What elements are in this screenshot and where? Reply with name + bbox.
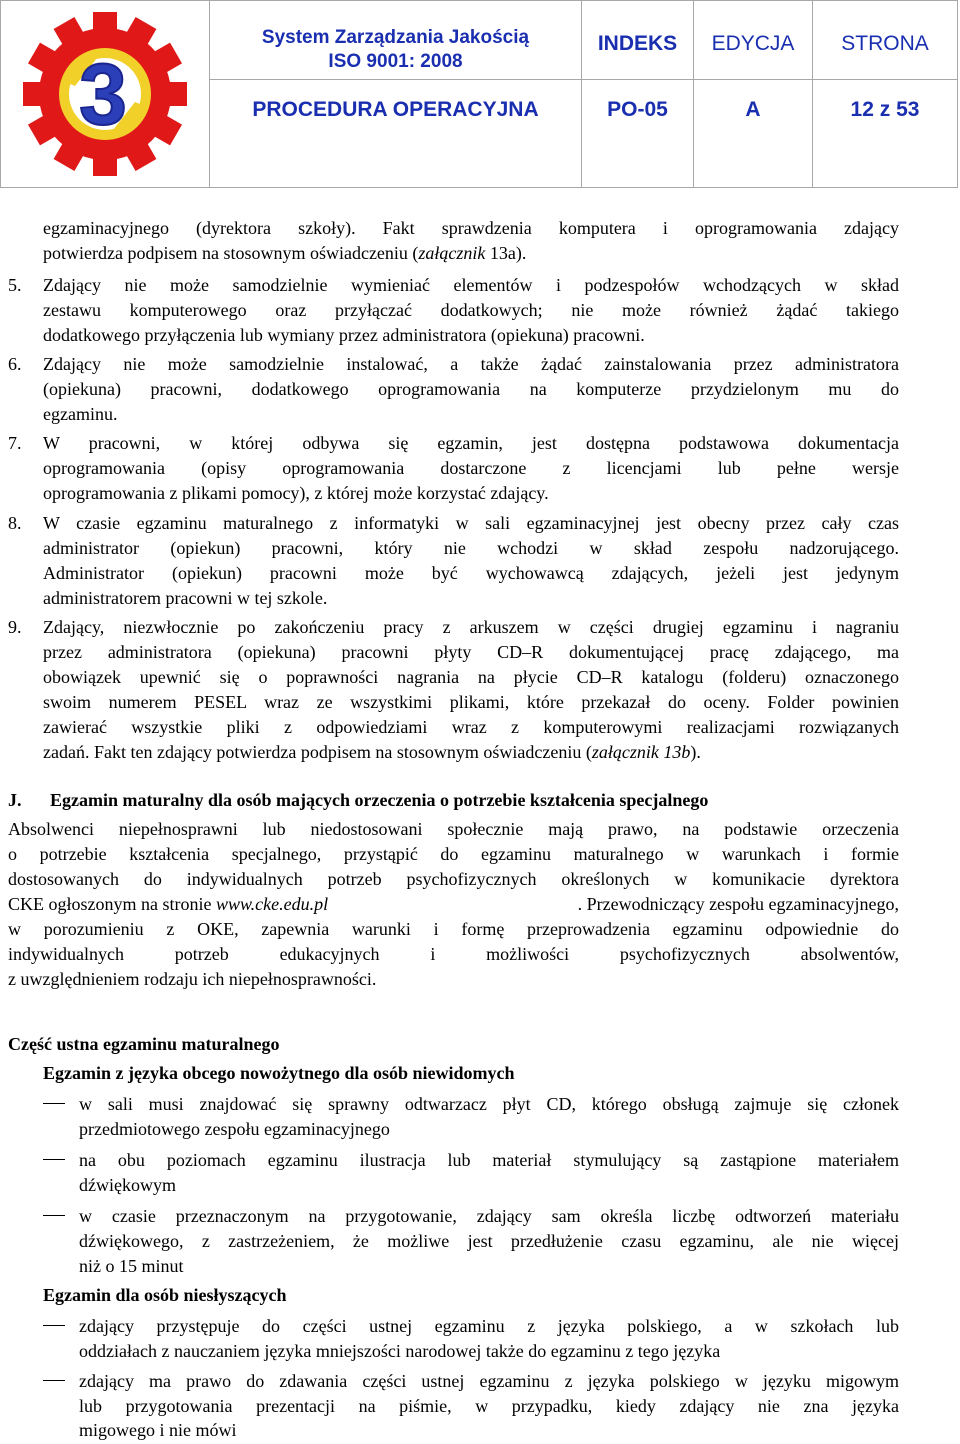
paragraph-line: zestawu komputerowego oraz przyłączać dodatkowych; nie może również żądać takiego bbox=[43, 300, 899, 320]
subsection-heading: Egzamin dla osób niesłyszących bbox=[43, 1285, 287, 1305]
paragraph-line: W pracowni, w której odbywa się egzamin, jest dostępna podstawowa dokumentacja bbox=[43, 433, 899, 453]
paragraph-line: obowiązek upewnić się o poprawności nagrania na płycie CD–R katalogu (folderu) oznaczonego bbox=[43, 667, 899, 687]
paragraph-line: dodatkowego przyłączenia lub wymiany przez administratora (opiekuna) pracowni. bbox=[43, 325, 645, 345]
paragraph-line: Zdający nie może samodzielnie instalować, a także żądać zainstalowania przez administratora bbox=[43, 354, 899, 374]
paragraph-line: Absolwenci niepełnosprawni lub niedostosowani społecznie mają prawo, na podstawie orzeczenia bbox=[8, 819, 899, 839]
paragraph-line: zawierać wszystkie pliki z odpowiedziami wraz z komputerowymi realizacjami rozwiązanych bbox=[43, 717, 899, 737]
section-title: Egzamin maturalny dla osób mających orzeczenia o potrzebie kształcenia specjalnego bbox=[50, 790, 709, 810]
edycja-value: A bbox=[745, 98, 761, 121]
dash-bullet bbox=[43, 1103, 65, 1104]
bullet-line: w sali musi znajdować się sprawny odtwarzacz płyt CD, którego obsługą zajmuje się członek bbox=[79, 1094, 899, 1114]
edycja-label: EDYCJA bbox=[711, 32, 795, 55]
bullet-line: zdający ma prawo do zdawania części ustnej egzaminu z języka polskiego w języku migowym bbox=[79, 1371, 899, 1391]
paragraph-line: w porozumieniu z OKE, zapewnia warunki i formę przeprowadzenia egzaminu odpowiednie do bbox=[8, 919, 899, 939]
system-standard: ISO 9001: 2008 bbox=[328, 51, 463, 72]
bullet-line: migowego i nie mówi bbox=[79, 1420, 237, 1440]
bullet-line: dźwiękowym bbox=[79, 1175, 176, 1195]
dash-bullet bbox=[43, 1159, 65, 1160]
paragraph-line: potwierdza podpisem na stosownym oświadczeniu (załącznik 13a). bbox=[43, 243, 527, 263]
paragraph-line: egzaminu. bbox=[43, 404, 118, 424]
paragraph-line: z uwzględnieniem rodzaju ich niepełnosprawności. bbox=[8, 969, 377, 989]
paragraph-line: Zdający nie może samodzielnie wymieniać elementów i podzespołów wchodzących w skład bbox=[43, 275, 899, 295]
logo-digit: 3 bbox=[79, 47, 127, 143]
page-number: 12 z 53 bbox=[850, 98, 920, 121]
paragraph-line: egzaminacyjnego (dyrektora szkoły). Fakt sprawdzenia komputera i oprogramowania zdający bbox=[43, 218, 899, 238]
paragraph-line: oprogramowania z plikami pomocy), z której może korzystać zdający. bbox=[43, 483, 549, 503]
indeks-value: PO-05 bbox=[607, 98, 668, 121]
bullet-line: zdający przystępuje do części ustnej egzaminu z języka polskiego, a w szkołach lub bbox=[79, 1316, 899, 1336]
indeks-label: INDEKS bbox=[597, 32, 678, 55]
paragraph-line: przez administratora (opiekuna) pracowni płyty CD–R dokumentującej pracę zdającego, ma bbox=[43, 642, 899, 662]
paragraph-line: administrator (opiekun) pracowni, który nie wchodzi w skład zespołu nadzorującego. bbox=[43, 538, 899, 558]
list-number: 8. bbox=[8, 513, 22, 533]
subsection-title: Część ustna egzaminu maturalnego bbox=[8, 1034, 280, 1054]
paragraph-line: oprogramowania (opisy oprogramowania dostarczone z licencjami lub pełne wersje bbox=[43, 458, 899, 478]
paragraph-line: swoim numerem PESEL wraz ze wszystkimi plikami, które przekazał do oceny. Folder powinien bbox=[43, 692, 899, 712]
subsection-heading: Egzamin z języka obcego nowożytnego dla osób niewidomych bbox=[43, 1063, 515, 1083]
bullet-line: niż o 15 minut bbox=[79, 1256, 184, 1276]
paragraph-line: (opiekuna) pracowni, dodatkowego oprogramowania na komputerze przydzielonym mu do bbox=[43, 379, 899, 399]
list-number: 5. bbox=[8, 275, 22, 295]
paragraph-line: zadań. Fakt ten zdający potwierdza podpisem na stosownym oświadczeniu (załącznik 13b). bbox=[43, 742, 701, 762]
bullet-line: na obu poziomach egzaminu ilustracja lub materiał stymulujący są zastąpione materiałem bbox=[79, 1150, 899, 1170]
paragraph-line: indywidualnych potrzeb edukacyjnych i możliwości psychofizycznych absolwentów, bbox=[8, 944, 899, 964]
dash-bullet bbox=[43, 1215, 65, 1216]
paragraph-line: CKE ogłoszonym na stronie www.cke.edu.pl . Przewodniczący zespołu egzaminacyjnego, bbox=[8, 894, 899, 914]
list-number: 9. bbox=[8, 617, 22, 637]
paragraph-line: dostosowanych do indywidualnych potrzeb psychofizycznych określonych w komunikacie dyrektora bbox=[8, 869, 899, 889]
dash-bullet bbox=[43, 1325, 65, 1326]
bullet-line: przedmiotowego zespołu egzaminacyjnego bbox=[79, 1119, 390, 1139]
bullet-line: oddziałach z nauczaniem języka mniejszości narodowej także do egzaminu z tego języka bbox=[79, 1341, 721, 1361]
bullet-line: lub przygotowania prezentacji na piśmie, w przypadku, kiedy zdający nie zna języka bbox=[79, 1396, 899, 1416]
procedure-title: PROCEDURA OPERACYJNA bbox=[252, 98, 539, 121]
list-number: 6. bbox=[8, 354, 22, 374]
paragraph-line: W czasie egzaminu maturalnego z informatyki w sali egzaminacyjnej jest obecny przez cały czas bbox=[43, 513, 899, 533]
paragraph-line: o potrzebie kształcenia specjalnego, przystąpić do egzaminu maturalnego w warunkach i formie bbox=[8, 844, 899, 864]
section-letter: J. bbox=[8, 790, 22, 810]
system-title: System Zarządzania Jakością bbox=[261, 27, 530, 48]
website-link[interactable]: www.cke.edu.pl bbox=[215, 894, 329, 914]
list-number: 7. bbox=[8, 433, 22, 453]
bullet-line: w czasie przeznaczonym na przygotowanie, zdający sam określa liczbę odtworzeń materiału bbox=[79, 1206, 899, 1226]
paragraph-line: Administrator (opiekun) pracowni może być wychowawcą zdających, jeżeli jest jedynym bbox=[43, 563, 899, 583]
dash-bullet bbox=[43, 1380, 65, 1381]
bullet-line: dźwiękowego, z zastrzeżeniem, że możliwe jest przedłużenie czasu egzaminu, ale nie więcej bbox=[79, 1231, 899, 1251]
paragraph-line: administratorem pracowni w tej szkole. bbox=[43, 588, 328, 608]
paragraph-line: Zdający, niezwłocznie po zakończeniu pracy z arkuszem w części drugiej egzaminu i nagraniu bbox=[43, 617, 899, 637]
strona-label: STRONA bbox=[841, 32, 929, 55]
